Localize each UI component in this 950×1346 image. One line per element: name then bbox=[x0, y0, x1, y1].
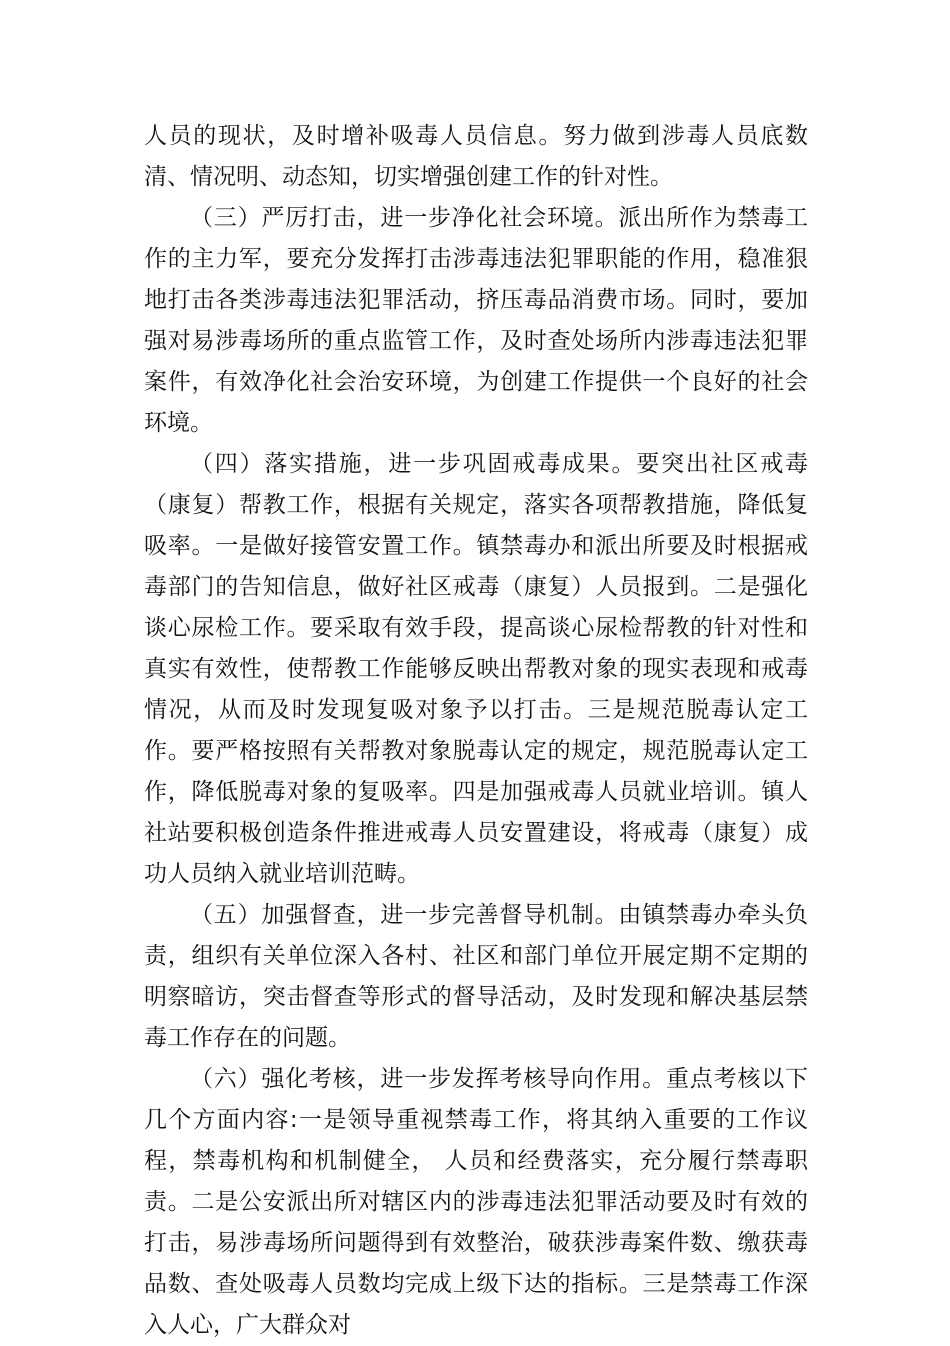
paragraph-continuation: 人员的现状，及时增补吸毒人员信息。努力做到涉毒人员底数清、情况明、动态知，切实增强创建工作的针对性。 bbox=[144, 123, 808, 190]
paragraph-section-5: （五）加强督查，进一步完善督导机制。由镇禁毒办牵头负责，组织有关单位深入各村、社区和部门单位开展定期不定期的明察暗访，突击督查等形式的督导活动，及时发现和解决基层禁毒工作存在的问题。 bbox=[144, 902, 808, 1051]
paragraph-section-4: （四）落实措施，进一步巩固戒毒成果。要突出社区戒毒（康复）帮教工作，根据有关规定，落实各项帮教措施，降低复吸率。一是做好接管安置工作。镇禁毒办和派出所要及时根据戒毒部门的告知信息，做好社区戒毒（康复）人员报到。二是强化谈心尿检工作。要采取有效手段，提高谈心尿检帮教的针对性和真实有效性，使帮教工作能够反映出帮教对象的现实表现和戒毒情况，从而及时发现复吸对象予以打击。三是规范脱毒认定工作。要严格按照有关帮教对象脱毒认定的规定，规范脱毒认定工作，降低脱毒对象的复吸率。四是加强戒毒人员就业培训。镇人社站要积极创造条件推进戒毒人员安置建设，将戒毒（康复）成功人员纳入就业培训范畴。 bbox=[144, 451, 808, 887]
paragraph-section-3: （三）严厉打击，进一步净化社会环境。派出所作为禁毒工作的主力军，要充分发挥打击涉毒违法犯罪职能的作用，稳准狠地打击各类涉毒违法犯罪活动，挤压毒品消费市场。同时，要加强对易涉毒场所的重点监管工作，及时查处场所内涉毒违法犯罪案件，有效净化社会治安环境，为创建工作提供一个良好的社会环境。 bbox=[144, 205, 808, 436]
document-body bbox=[144, 116, 808, 1346]
paragraph-section-6: （六）强化考核，进一步发挥考核导向作用。重点考核以下几个方面内容:一是领导重视禁毒工作，将其纳入重要的工作议程，禁毒机构和机制健全， 人员和经费落实，充分履行禁毒职责。二是公安派出所对辖区内的涉毒违法犯罪活动要及时有效的打击，易涉毒场所问题得到有效整治，破获涉毒案件数、缴获毒品数、查处吸毒人员数均完成上级下达的指标。三是禁毒工作深入人心，广大群众对 bbox=[144, 1066, 808, 1338]
